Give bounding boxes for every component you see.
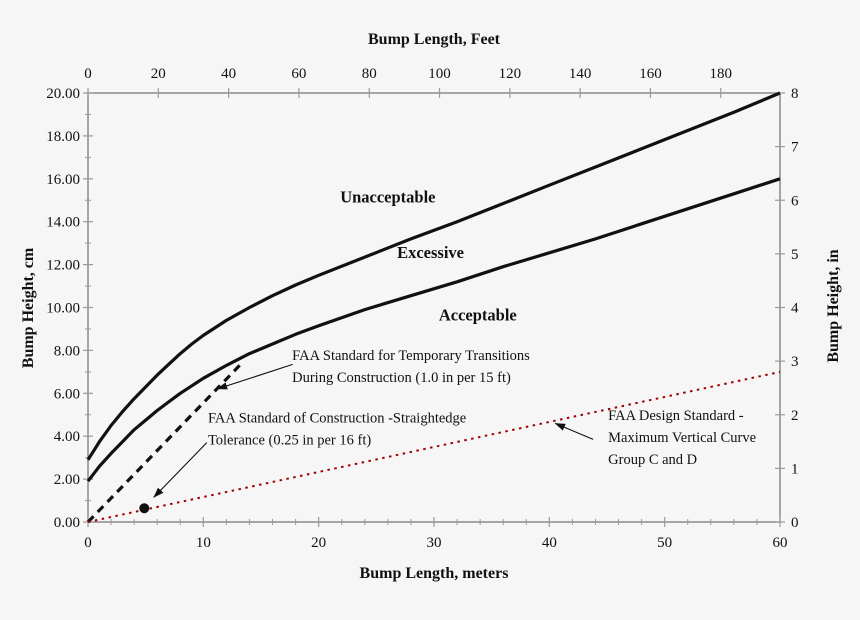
top-tick-label: 20	[150, 66, 166, 82]
straightedge-tolerance-annotation-text: Tolerance (0.25 in per 16 ft)	[207, 432, 372, 449]
top-tick-label: 160	[639, 66, 662, 82]
left-tick-label: 18.00	[46, 128, 80, 145]
left-tick-label: 20.00	[46, 86, 80, 102]
plot-area	[20, 31, 842, 582]
design-standard-annotation-arrow	[555, 423, 593, 439]
left-tick-label: 8.00	[53, 343, 80, 360]
right-axis-title: Bump Height, in	[825, 249, 842, 363]
left-tick-label: 0.00	[53, 515, 80, 531]
design-standard-annotation-text: FAA Design Standard -	[608, 408, 744, 425]
left-tick-label: 10.00	[46, 300, 80, 317]
bottom-tick-label: 40	[541, 535, 557, 551]
faa-straightedge-tolerance-point	[139, 503, 149, 513]
top-axis-title: Bump Length, Feet	[368, 31, 500, 48]
region-label-acceptable: Acceptable	[438, 305, 517, 325]
bottom-tick-label: 0	[84, 535, 92, 551]
right-tick-label: 8	[791, 86, 799, 102]
design-standard-annotation-text: Maximum Vertical Curve	[608, 430, 757, 447]
top-tick-label: 180	[709, 66, 733, 82]
right-tick-label: 3	[791, 354, 799, 371]
right-tick-label: 2	[791, 407, 799, 424]
left-tick-label: 12.00	[46, 257, 80, 274]
region-label-excessive: Excessive	[397, 243, 464, 263]
faa-design-standard-line	[88, 372, 780, 522]
left-tick-label: 14.00	[46, 214, 80, 231]
top-tick-label: 40	[221, 66, 237, 82]
bottom-tick-label: 20	[311, 535, 327, 551]
right-tick-label: 7	[791, 139, 799, 156]
top-tick-label: 80	[361, 66, 377, 82]
bottom-tick-label: 50	[657, 535, 673, 551]
temporary-transitions-annotation-text: During Construction (1.0 in per 15 ft)	[292, 370, 511, 387]
left-tick-label: 2.00	[53, 472, 80, 489]
region-label-unacceptable: Unacceptable	[340, 187, 436, 207]
left-tick-label: 4.00	[53, 429, 80, 446]
bottom-axis-title: Bump Length, meters	[359, 565, 509, 582]
bottom-tick-label: 60	[772, 535, 788, 551]
left-tick-label: 16.00	[46, 171, 80, 188]
bottom-tick-label: 10	[195, 535, 211, 551]
unacceptable-excessive-boundary	[88, 93, 780, 460]
straightedge-tolerance-annotation-arrow	[154, 443, 207, 498]
bottom-tick-label: 30	[426, 535, 442, 551]
right-tick-label: 4	[791, 300, 799, 317]
left-axis-title: Bump Height, cm	[20, 247, 37, 369]
top-tick-label: 140	[568, 66, 592, 82]
top-tick-label: 60	[291, 66, 307, 82]
top-tick-label: 100	[428, 66, 451, 82]
right-tick-label: 0	[791, 515, 799, 531]
right-tick-label: 1	[791, 461, 799, 478]
design-standard-annotation-text: Group C and D	[608, 452, 698, 469]
temporary-transitions-annotation-text: FAA Standard for Temporary Transitions	[292, 348, 530, 365]
right-tick-label: 5	[791, 246, 799, 263]
top-tick-label: 0	[84, 66, 92, 82]
right-tick-label: 6	[791, 193, 799, 210]
straightedge-tolerance-annotation-text: FAA Standard of Construction -Straightedge	[207, 410, 467, 427]
left-tick-label: 6.00	[53, 386, 80, 403]
top-tick-label: 120	[498, 66, 522, 82]
